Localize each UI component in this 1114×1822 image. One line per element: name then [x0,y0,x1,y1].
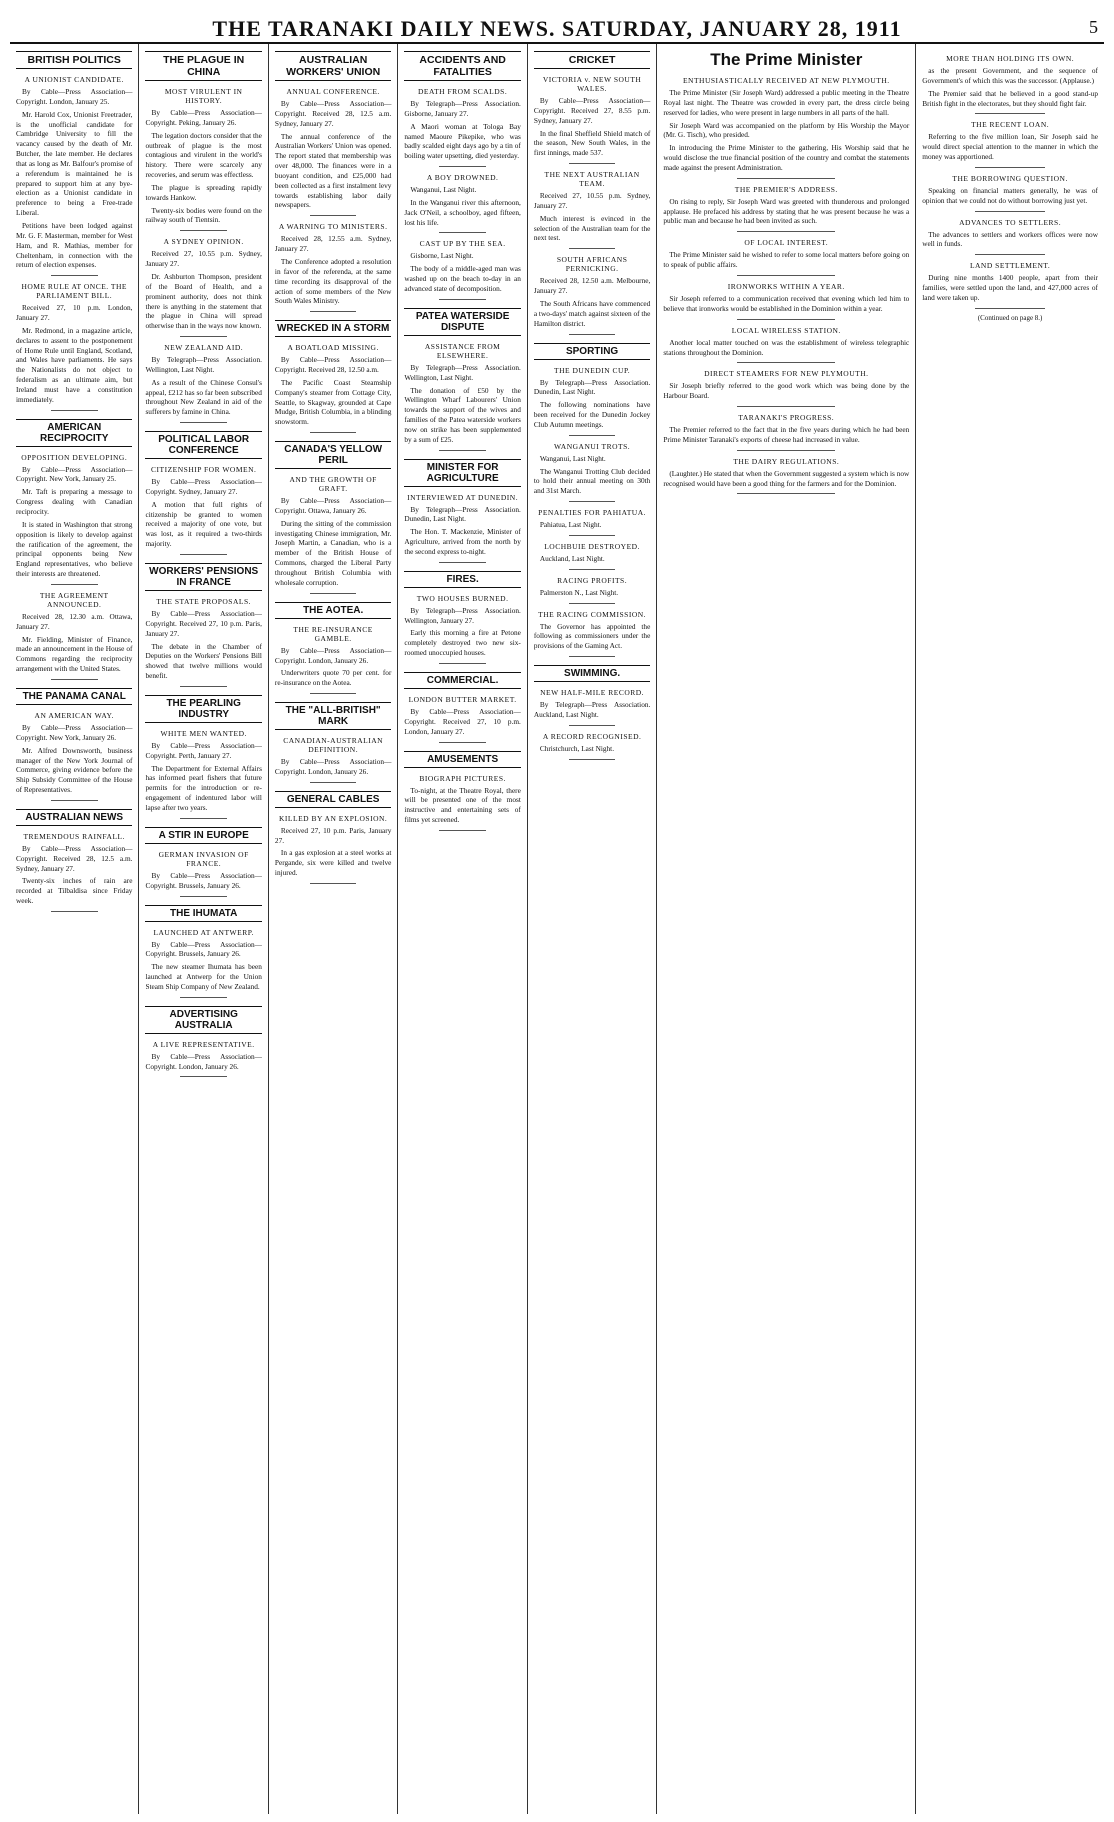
section-subheading: TARANAKI'S PROGRESS. [738,413,835,423]
divider-rule [569,725,616,726]
article-paragraph: By Cable—Press Association—Copyright. London, January 26. [274,757,392,776]
article-paragraph: Twenty-six bodies were found on the railway south of Tientsin. [145,205,262,225]
section-heading: THE "ALL-BRITISH" MARK [275,702,391,730]
columns [10,44,1104,1814]
article-paragraph: Wanganui, Last Night. [410,185,477,195]
article-paragraph: In a gas explosion at a steel works at Pergande, six were killed and twelve injured. [274,848,392,878]
divider-rule [439,562,486,563]
divider-rule [569,501,616,502]
divider-rule [180,554,227,555]
article-paragraph: On rising to reply, Sir Joseph Ward was greeted with thunderous and prolonged applause. He prefaced his address by stating that he was present because he was a public man and because he had been invited as such. [663,196,910,226]
section-subheading: HOME RULE AT ONCE. THE PARLIAMENT BILL. [21,282,127,301]
divider-rule [737,231,835,232]
article-paragraph: By Cable—Press Association—Copyright. New York, January 25. [16,464,133,484]
article-paragraph: By Telegraph—Press Association. Dunedin, Last Night. [533,377,651,397]
divider-rule [439,299,486,300]
divider-rule [310,782,357,783]
article-paragraph: Mr. Harold Cox, Unionist Freetrader, is the unofficial candidate for Cambridge University to fill the vacancy caused by the death of Mr. Butcher, the late member. He declares that as long as Mr. Balfour's promise of a referendum is maintained he is prepared to support him at any bye-election as a Unionist candidate in preference to being a Free-trade Liberal. [16,109,133,218]
divider-rule [569,248,616,249]
divider-rule [975,167,1045,168]
article-paragraph: By Telegraph—Press Association. Wellington, Last Night. [404,362,521,382]
section-heading: AUSTRALIAN WORKERS' UNION [275,51,391,81]
article-paragraph: Much interest is evinced in the selection of the Australian team for the next test. [533,213,651,243]
section-heading: THE IHUMATA [145,905,261,922]
section-subheading: RACING PROFITS. [557,575,628,585]
divider-rule [737,450,835,451]
article-paragraph: Referring to the five million loan, Sir Joseph said he would direct special attention to the manner in which the money was apportioned. [922,132,1098,162]
section-subheading: A BOY DROWNED. [426,173,499,183]
section-subheading: DIRECT STEAMERS FOR NEW PLYMOUTH. [704,369,869,379]
article-paragraph: By Cable—Press Association—Copyright. Received 28, 12.50 a.m. [274,355,392,375]
column-2 [139,44,268,1814]
article-paragraph: The Wanganui Trotting Club decided to hold their annual meeting on 30th and 31st March. [533,466,651,496]
article-paragraph: In the Wanganui river this afternoon, Jack O'Neil, a schoolboy, aged fifteen, lost his life. [404,197,521,227]
article-paragraph: Underwriters quote 70 per cent. for re-insurance on the Aotea. [274,668,392,688]
divider-rule [180,336,227,337]
column-4 [398,44,527,1814]
divider-rule [569,656,616,657]
divider-rule [310,593,357,594]
article-paragraph: Christchurch, Last Night. [539,743,615,753]
section-subheading: ANNUAL CONFERENCE. [286,87,380,96]
section-subheading: CAST UP BY THE SEA. [419,239,506,249]
article-paragraph: In the final Sheffield Shield match of the season, New South Wales, in the first innings, made 537. [533,128,651,158]
article-paragraph: as the present Government, and the sequence of Government's of which this was the successor. (Applause.) [922,66,1098,85]
article-paragraph: The Governor has appointed the following as commissioners under the provisions of the Gaming Act. [533,621,651,651]
article-paragraph: As a result of the Chinese Consul's appeal, £212 has so far been subscribed throughout New Zealand in aid of the sufferers by famine in China. [145,377,262,417]
divider-rule [737,362,835,363]
section-subheading: GERMAN INVASION OF FRANCE. [158,849,249,868]
divider-rule [975,254,1045,255]
section-heading: ACCIDENTS AND FATALITIES [404,51,520,81]
section-subheading: A BOATLOAD MISSING. [287,343,379,353]
section-subheading: ASSISTANCE FROM ELSEWHERE. [424,341,501,360]
column-5 [528,44,657,1814]
section-subheading: LAUNCHED AT ANTWERP. [153,927,254,937]
article-paragraph: By Cable—Press Association—Copyright. Received 28, 12.5 a.m. Sydney, January 27. [16,843,133,873]
section-heading: FIRES. [404,571,520,588]
article-paragraph: The Pacific Coast Steamship Company's steamer from Cottage City, Seattle, to Skagway, grounded at Cape Mudge, British Columbia, in a blinding snowstorm. [274,377,392,427]
article-paragraph: Speaking on financial matters generally, he was of opinion that we could not do without borrowing just yet. [922,185,1098,205]
section-heading: THE PANAMA CANAL [16,688,132,705]
article-paragraph: The legation doctors consider that the outbreak of plague is the most contagious and virulent in the world's history. There were scarcely any recoveries, and serum was effectless. [145,130,262,180]
article-paragraph: By Cable—Press Association—Copyright. London, January 25. [16,87,133,106]
section-subheading: ADVANCES TO SETTLERS. [959,217,1062,227]
section-heading: WRECKED IN A STORM [275,320,391,337]
section-heading: GENERAL CABLES [275,791,391,808]
section-heading: WORKERS' PENSIONS IN FRANCE [145,563,261,591]
section-subheading: THE RE-INSURANCE GAMBLE. [293,624,373,643]
section-heading: A STIR IN EUROPE [145,827,261,844]
article-paragraph: In introducing the Prime Minister to the gathering, His Worship said that he would disclose the true financial position of the country and combat the statements made against the present Administration. [663,143,910,172]
article-paragraph: By Telegraph—Press Association. Gisborne, January 27. [404,99,521,118]
section-subheading: DEATH FROM SCALDS. [418,87,508,96]
article-paragraph: Petitions have been lodged against Mr. G. F. Masterman, member for West Ham, and R. Mathias, member for Cheltenham, in connection with the return of election expenses. [16,220,133,270]
section-subheading: THE RECENT LOAN. [971,120,1050,130]
divider-rule [737,493,835,494]
divider-rule [51,679,98,680]
article-paragraph: Pahiatua, Last Night. [539,520,602,530]
section-subheading: NEW ZEALAND AID. [164,343,244,353]
article-paragraph: Dr. Ashburton Thompson, president of the Board of Health, and a prominent authority, does not think there is anything in the statement that the plague in China will spread otherwise than in the ways now known. [145,271,262,331]
article-paragraph: Sir Joseph briefly referred to the good work which was being done by the Harbour Board. [663,381,910,401]
section-subheading: KILLED BY AN EXPLOSION. [279,813,388,823]
divider-rule [569,535,616,536]
article-paragraph: By Cable—Press Association—Copyright. New York, January 26. [16,722,133,742]
section-subheading: AND THE GROWTH OF GRAFT. [289,475,377,494]
divider-rule [310,693,357,694]
section-subheading: LONDON BUTTER MARKET. [408,695,517,704]
article-paragraph: The advances to settlers and workers offices were now well in funds. [922,229,1098,249]
divider-rule [180,230,227,231]
divider-rule [310,215,357,216]
article-paragraph: The debate in the Chamber of Deputies on the Workers' Pensions Bill showed that twelve millions would benefit. [145,641,262,681]
article-paragraph: Early this morning a fire at Petone completely destroyed two new six-roomed unoccupied houses. [404,628,521,658]
section-subheading: A SYDNEY OPINION. [163,237,244,247]
section-subheading: WANGANUI TROTS. [554,441,631,451]
section-subheading: THE DUNEDIN CUP. [554,365,631,375]
divider-rule [569,603,616,604]
article-paragraph: By Telegraph—Press Association. Auckland, Last Night. [533,700,651,719]
section-subheading: TWO HOUSES BURNED. [416,593,509,603]
article-paragraph: Sir Joseph Ward was accompanied on the platform by His Worship the Mayor (Mr. G. Tisch), who presided. [663,120,910,140]
section-heading: COMMERCIAL. [404,672,520,689]
section-subheading: THE RACING COMMISSION. [538,609,647,619]
article-paragraph: Received 27, 10.55 p.m. Sydney, January 27. [533,191,651,210]
article-paragraph: The annual conference of the Australian Workers' Union was opened. The report stated that membership was over 48,000. The finances were in a buoyant condition, and £25,000 had been collected as a first instalment levy towards establishing labor daily newspapers. [274,131,392,210]
article-paragraph: By Cable—Press Association—Copyright. Received 28, 12.5 a.m. Sydney, January 27. [274,99,392,128]
divider-rule [180,1076,227,1077]
article-paragraph: The Premier said that he believed in a good stand-up British fight in the electorates, but they should fight fair. [922,88,1098,108]
divider-rule [439,663,486,664]
article-paragraph: The body of a middle-aged man was washed up on the beach to-day in an advanced state of decomposition. [404,264,521,293]
divider-rule [439,450,486,451]
section-subheading: A UNIONIST CANDIDATE. [24,75,124,84]
section-subheading: CANADIAN-AUSTRALIAN DEFINITION. [283,736,384,755]
article-paragraph: The Prime Minister said he wished to refer to some local matters before going on to speak of public affairs. [663,250,910,270]
article-paragraph: Mr. Taft is preparing a message to Congress dealing with Canadian reciprocity. [16,487,133,516]
divider-rule [737,275,835,276]
divider-rule [180,997,227,998]
article-paragraph: Gisborne, Last Night. [410,251,474,261]
article-paragraph: By Cable—Press Association—Copyright. Received 27, 10 p.m. London, January 27. [404,707,521,736]
divider-rule [439,742,486,743]
section-heading: AUSTRALIAN NEWS [16,809,132,826]
section-heading: POLITICAL LABOR CONFERENCE [145,431,261,459]
divider-rule [569,759,616,760]
article-paragraph: A motion that full rights of citizenship be granted to women received a majority of one vote, but was lost, as it required a two-thirds majority. [145,499,262,549]
article-paragraph: The new steamer Ihumata has been launched at Antwerp for the Union Steam Ship Company of New Zealand. [145,962,262,991]
article-paragraph: By Telegraph—Press Association. Dunedin, Last Night. [404,504,521,524]
divider-rule [51,410,98,411]
divider-rule [975,211,1045,212]
article-paragraph: By Cable—Press Association—Copyright. Peking, January 26. [145,108,262,127]
section-heading: AMUSEMENTS [404,751,520,768]
divider-rule [569,334,616,335]
section-heading: CRICKET [534,51,650,69]
divider-rule [439,166,486,167]
section-subheading: BIOGRAPH PICTURES. [419,773,506,783]
divider-rule [51,911,98,912]
article-paragraph: Mr. Alfred Downsworth, business manager of the New York Journal of Commerce, giving evidence before the Ship Subsidy Committee of the House of Representatives. [16,745,133,795]
divider-rule [569,569,616,570]
section-heading: ADVERTISING AUSTRALIA [145,1006,261,1034]
divider-rule [439,830,486,831]
divider-rule [51,800,98,801]
section-subheading: VICTORIA v. NEW SOUTH WALES. [542,75,642,93]
section-subheading: THE NEXT AUSTRALIAN TEAM. [544,170,640,189]
article-paragraph: The Premier referred to the fact that in the five years during which he had been Prime Minister Taranaki's exports of cheese had increased in value. [663,425,910,444]
divider-rule [439,232,486,233]
divider-rule [737,319,835,320]
section-heading: THE PLAGUE IN CHINA [145,51,261,81]
column-6 [657,44,916,1814]
section-heading: CANADA'S YELLOW PERIL [275,441,391,469]
divider-rule [310,432,357,433]
article-paragraph: The South Africans have commenced a two-days' match against sixteen of the Hamilton district. [533,298,651,328]
article-paragraph: By Cable—Press Association—Copyright. Perth, January 27. [145,740,262,760]
article-paragraph: By Cable—Press Association—Copyright. Received 27, 8.55 p.m. Sydney, January 27. [533,96,651,125]
section-subheading: THE BORROWING QUESTION. [952,173,1068,183]
article-paragraph: The Prime Minister (Sir Joseph Ward) addressed a public meeting in the Theatre Royal last night. The Theatre was crowded in every part, the dress circle being reserved for ladies, who were present in large numbers in all parts of the hall. [663,88,910,117]
section-heading: THE AOTEA. [275,602,391,619]
article-paragraph: The following nominations have been received for the Dunedin Jockey Club Autumn meetings. [533,400,651,429]
continued-note: (Continued on page 8.) [977,313,1043,322]
article-paragraph: (Laughter.) He stated that when the Government suggested a system which is now recognised would have been a good thing for the farmers and for the Dominion. [663,468,910,488]
article-paragraph: By Cable—Press Association—Copyright. Sydney, January 27. [145,477,262,496]
section-heading: The Prime Minister [710,50,863,69]
divider-rule [51,275,98,276]
column-7 [916,44,1104,1814]
article-paragraph: By Cable—Press Association—Copyright. London, January 26. [145,1051,262,1071]
section-subheading: A LIVE REPRESENTATIVE. [152,1039,255,1049]
masthead-title: THE TARANAKI DAILY NEWS. SATURDAY, JANUARY 28, 1911 [212,16,902,41]
section-subheading: OF LOCAL INTEREST. [744,238,829,248]
section-subheading: MORE THAN HOLDING ITS OWN. [946,54,1075,63]
article-paragraph: Sir Joseph referred to a communication received that evening which led him to believe that ironworks would be established in the Dominion within a year. [663,293,910,313]
article-paragraph: It is stated in Washington that strong opposition is likely to develop against the ratification of the agreement, the principal opponents being New England representatives, who believe their interests are threatened. [16,519,133,579]
column-3 [269,44,398,1814]
article-paragraph: Wanganui, Last Night. [539,453,606,463]
section-heading: THE PEARLING INDUSTRY [145,695,261,723]
section-heading: PATEA WATERSIDE DISPUTE [404,308,520,336]
article-paragraph: The plague is spreading rapidly towards Hankow. [145,182,262,202]
divider-rule [975,308,1045,309]
section-subheading: TREMENDOUS RAINFALL. [23,831,125,841]
section-heading: SPORTING [534,343,650,360]
section-subheading: THE STATE PROPOSALS. [156,597,251,606]
divider-rule [310,311,357,312]
article-paragraph: By Telegraph—Press Association. Wellington, Last Night. [145,355,262,374]
article-paragraph: During the sitting of the commission investigating Chinese immigration, Mr. Joseph Martin, a Canadian, who is a member of the British House of Commons, charged the Liberal Party throughout British Columbia with wholesale corruption. [274,518,392,587]
divider-rule [975,113,1045,114]
divider-rule [180,896,227,897]
section-subheading: CITIZENSHIP FOR WOMEN. [150,465,257,475]
section-subheading: LOCAL WIRELESS STATION. [731,325,841,335]
article-paragraph: During nine months 1400 people, apart from their families, were settled upon the land, and 427,000 acres of land were taken up. [922,273,1098,302]
article-paragraph: Received 27, 10 p.m. London, January 27. [16,303,133,323]
article-paragraph: Another local matter touched on was the establishment of wireless telegraphic stations throughout the Dominion. [663,337,910,357]
section-subheading: OPPOSITION DEVELOPING. [21,452,128,462]
article-paragraph: Mr. Redmond, in a magazine article, declares to assent to the postponement of Home Rule until England, Scotland, and Wales have parliaments. He says the Nationalists do not object to federalism as an ultimate aim, but Ireland must have a constitution immediately. [16,325,133,404]
divider-rule [310,883,357,884]
section-subheading: MOST VIRULENT IN HISTORY. [164,87,243,105]
section-subheading: WHITE MEN WANTED. [160,728,247,738]
section-heading: MINISTER FOR AGRICULTURE [404,459,520,487]
article-paragraph: By Cable—Press Association—Copyright. Received 27, 10 p.m. Paris, January 27. [145,609,262,638]
article-paragraph: To-night, at the Theatre Royal, there will be presented one of the most instructive and entertaining sets of films yet screened. [404,785,521,825]
section-subheading: IRONWORKS WITHIN A YEAR. [727,281,845,291]
section-subheading: THE PREMIER'S ADDRESS. [734,184,838,194]
article-paragraph: By Cable—Press Association—Copyright. London, January 26. [274,645,392,665]
article-paragraph: Received 27, 10.55 p.m. Sydney, January 27. [145,249,262,269]
divider-rule [737,406,835,407]
section-subheading: NEW HALF-MILE RECORD. [540,688,645,698]
divider-rule [180,818,227,819]
section-subheading: LOCHBUIE DESTROYED. [544,541,640,551]
section-subheading: AN AMERICAN WAY. [34,710,114,720]
divider-rule [51,584,98,585]
article-paragraph: Received 28, 12.50 a.m. Melbourne, January 27. [533,276,651,296]
article-paragraph: A Maori woman at Tologa Bay named Maoure Pikepike, who was badly scalded eight days ago by a tin of boiling water upsetting, died yesterday. [404,121,521,161]
section-subheading: THE AGREEMENT ANNOUNCED. [39,590,109,609]
section-subheading: LAND SETTLEMENT. [969,261,1051,271]
article-paragraph: Mr. Fielding, Minister of Finance, made an announcement in the House of Commons regarding the reciprocity arrangement with the United States. [16,634,133,674]
section-heading: SWIMMING. [534,665,650,682]
section-heading: BRITISH POLITICS [16,51,132,69]
article-paragraph: The Conference adopted a resolution in favor of the referenda, at the same time recording its disapproval of the action of some members of the New South Wales Ministry. [274,256,392,306]
article-paragraph: The donation of £50 by the Wellington Wharf Labourers' Union towards the support of the wives and families of the Patea waterside workers now on strike has been supplemented by a sum of £25. [404,385,521,444]
article-paragraph: By Cable—Press Association—Copyright. Ottawa, January 26. [274,496,392,515]
masthead [10,8,1104,44]
section-subheading: INTERVIEWED AT DUNEDIN. [407,492,519,502]
section-subheading: A RECORD RECOGNISED. [542,731,642,741]
article-paragraph: Received 27, 10 p.m. Paris, January 27. [274,825,392,845]
divider-rule [180,422,227,423]
page-number: 5 [1089,17,1098,37]
section-subheading: A WARNING TO MINISTERS. [278,222,388,232]
article-paragraph: By Cable—Press Association—Copyright. Brussels, January 26. [145,870,262,890]
article-paragraph: By Telegraph—Press Association. Wellington, January 27. [404,605,521,625]
article-paragraph: Received 28, 12.30 a.m. Ottawa, January 27. [16,611,133,631]
article-paragraph: Palmerston N., Last Night. [539,587,619,597]
section-subheading: ENTHUSIASTICALLY RECEIVED AT NEW PLYMOUTH. [682,76,890,85]
section-subheading: PENALTIES FOR PAHIATUA. [538,508,647,518]
section-subheading: THE DAIRY REGULATIONS. [733,456,840,466]
article-paragraph: Auckland, Last Night. [539,553,605,563]
divider-rule [569,435,616,436]
article-paragraph: Received 28, 12.55 a.m. Sydney, January 27. [274,234,392,254]
article-paragraph: By Cable—Press Association—Copyright. Brussels, January 26. [145,939,262,959]
divider-rule [180,686,227,687]
section-heading: AMERICAN RECIPROCITY [16,419,132,447]
article-paragraph: The Hon. T. Mackenzie, Minister of Agriculture, arrived from the north by the second express to-night. [404,527,521,556]
column-1 [10,44,139,1814]
article-paragraph: The Department for External Affairs has informed pearl fishers that future permits for the introduction or re-engagement of indentured labor will lapse after two years. [145,763,262,812]
divider-rule [569,163,616,164]
section-subheading: SOUTH AFRICANS PERNICKING. [556,255,628,274]
article-paragraph: Twenty-six inches of rain are recorded at Tilbaldisa since Friday week. [16,876,133,906]
divider-rule [737,178,835,179]
